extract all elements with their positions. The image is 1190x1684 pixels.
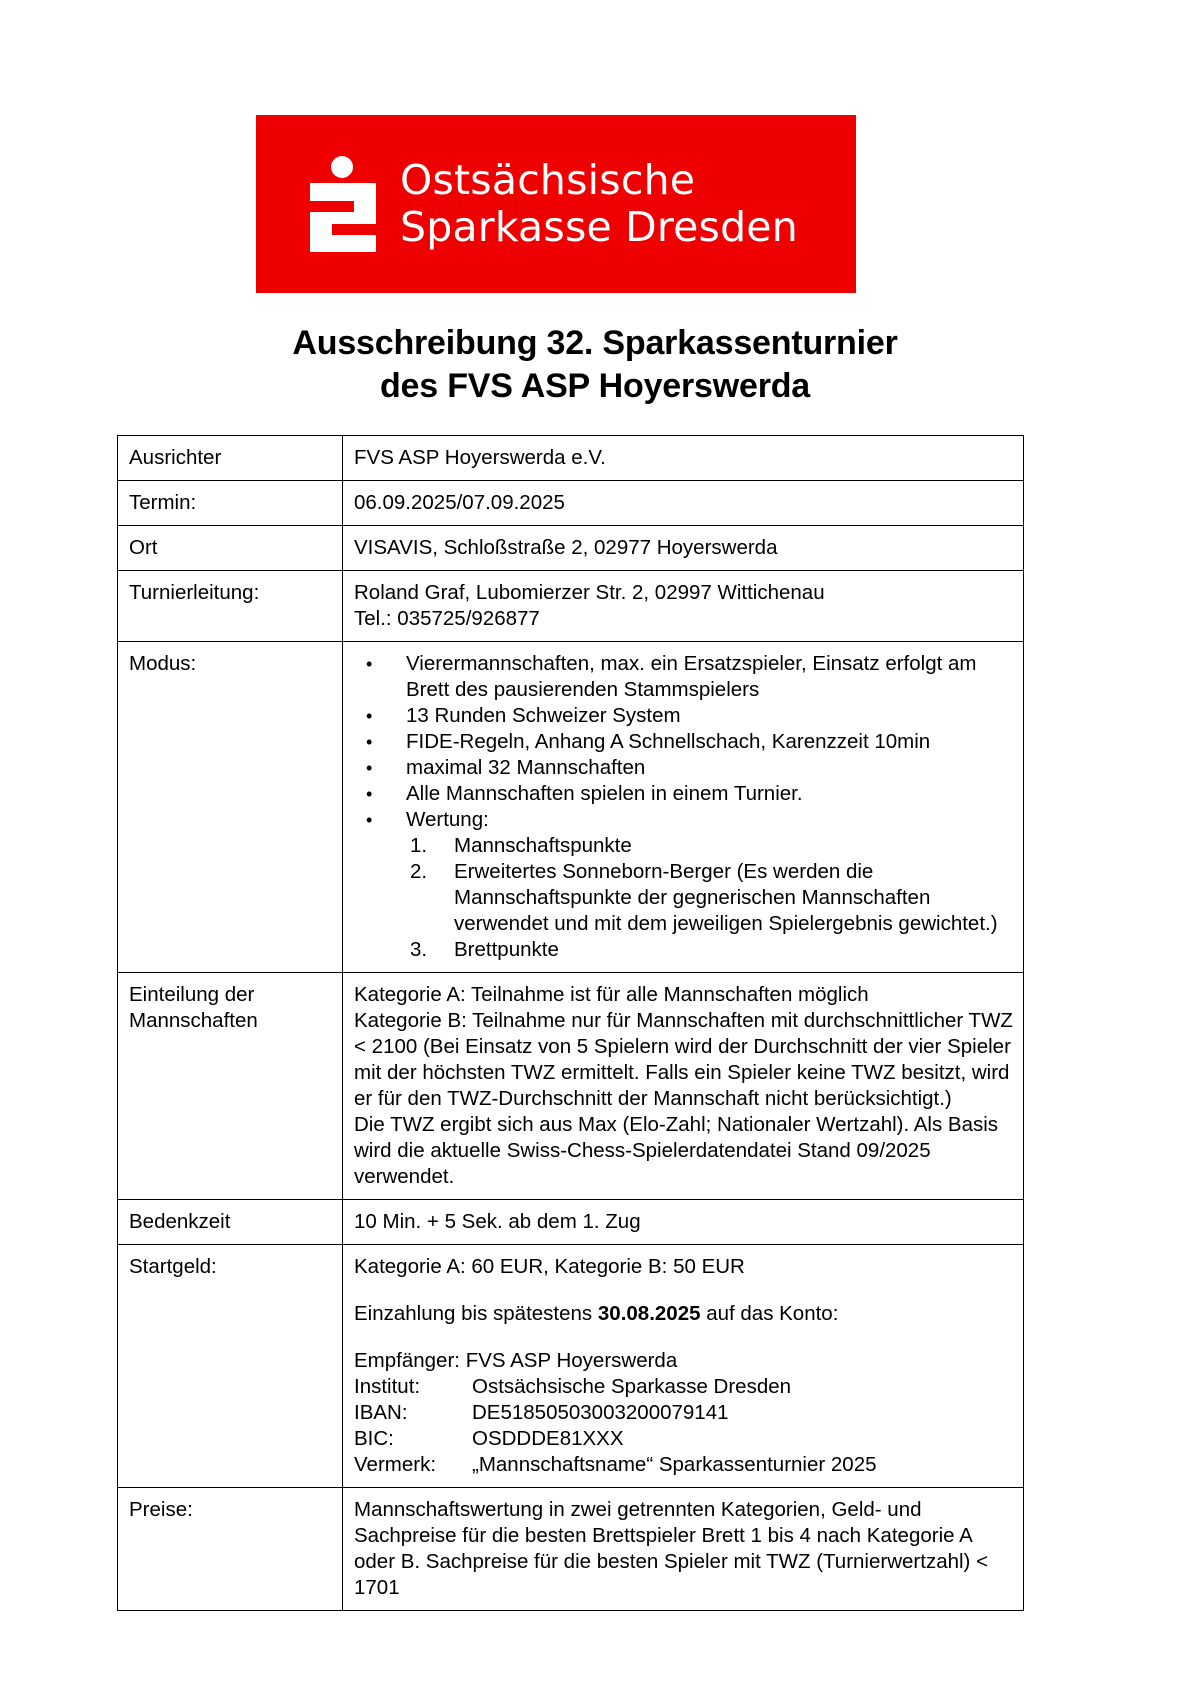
- table-row-einteilung: [118, 973, 1024, 1200]
- sparkasse-logo-banner: [256, 115, 856, 293]
- bank-name-line1: Ostsächsische: [400, 156, 696, 204]
- bank-bic-key: BIC:: [354, 1427, 394, 1450]
- deadline-date: 30.08.2025: [597, 1302, 701, 1325]
- wertung-item: Mannschaftspunkte: [454, 834, 632, 857]
- page-title-line2: des FVS ASP Hoyerswerda: [379, 367, 811, 405]
- startgeld-deadline: [354, 1301, 1013, 1327]
- bank-iban: [354, 1400, 1013, 1426]
- label-preise: Preise:: [118, 1488, 343, 1611]
- tournament-info-table: [117, 435, 1024, 1611]
- sparkasse-s-logo-icon: [310, 156, 376, 252]
- label-turnierleitung: Turnierleitung:: [118, 571, 343, 642]
- table-row-turnierleitung: [118, 571, 1024, 642]
- table-row-ort: [118, 526, 1024, 571]
- value-ort: VISAVIS, Schloßstraße 2, 02977 Hoyerswerda: [343, 526, 1024, 571]
- deadline-prefix: Einzahlung bis spätestens: [354, 1302, 598, 1325]
- bank-details: [354, 1348, 1013, 1478]
- value-einteilung: [343, 973, 1024, 1200]
- bank-vermerk-value: „Mannschaftsname“ Sparkassenturnier 2025: [472, 1453, 877, 1476]
- logo-cut-upper: [310, 201, 354, 212]
- wertung-item: Erweitertes Sonneborn-Berger (Es werden die Mannschaftspunkte der gegnerischen Mannschaften verwendet und mit dem jeweiligen Spielergebnis gewichtet.): [454, 860, 998, 935]
- label-bedenkzeit: Bedenkzeit: [118, 1200, 343, 1245]
- bank-vermerk: [354, 1452, 1013, 1478]
- bank-name-line2: Sparkasse Dresden: [400, 203, 798, 251]
- modus-bullet-item: • FIDE-Regeln, Anhang A Schnellschach, Karenzzeit 10min: [354, 729, 1013, 755]
- bank-bic-value: OSDDDE81XXX: [472, 1427, 624, 1450]
- einteilung-twz-basis: Die TWZ ergibt sich aus Max (Elo-Zahl; Nationaler Wertzahl). Als Basis wird die aktuelle Swiss-Chess-Spielerdatendatei Stand 09/2025 verwendet.: [354, 1113, 1004, 1188]
- startgeld-fees: Kategorie A: 60 EUR, Kategorie B: 50 EUR: [354, 1255, 745, 1278]
- modus-bullet-list: [354, 651, 1013, 833]
- table-row-bedenkzeit: [118, 1200, 1024, 1245]
- wertung-numbered-list: [406, 833, 1013, 963]
- wertung-sub-list-wrap: [354, 833, 1013, 963]
- bank-empfaenger-value: FVS ASP Hoyerswerda: [465, 1349, 678, 1372]
- value-termin: 06.09.2025/07.09.2025: [343, 481, 1024, 526]
- bank-institut-value: Ostsächsische Sparkasse Dresden: [472, 1375, 792, 1398]
- einteilung-kategorie-a: Kategorie A: Teilnahme ist für alle Mannschaften möglich: [354, 983, 869, 1006]
- logo-cut-lower: [332, 224, 376, 235]
- logo-content: [310, 156, 798, 252]
- label-ausrichter: Ausrichter: [118, 436, 343, 481]
- table-row-startgeld: [118, 1245, 1024, 1488]
- bank-institut-key: Institut:: [354, 1375, 421, 1398]
- table-row-modus: [118, 642, 1024, 973]
- bank-empfaenger-key: Empfänger:: [354, 1349, 460, 1372]
- value-preise: Mannschaftswertung in zwei getrennten Kategorien, Geld- und Sachpreise für die besten Brettspieler Brett 1 bis 4 nach Kategorie A oder B. Sachpreise für die besten Spieler mit TWZ (Turnierwertzahl) < 1701: [343, 1488, 1024, 1611]
- value-turnierleitung: [343, 571, 1024, 642]
- table-row-preise: [118, 1488, 1024, 1611]
- modus-bullet-item: • maximal 32 Mannschaften: [354, 755, 1013, 781]
- table-row-termin: [118, 481, 1024, 526]
- label-einteilung: [118, 973, 343, 1200]
- page-title: [0, 322, 1190, 408]
- turnierleitung-address: Roland Graf, Lubomierzer Str. 2, 02997 Wittichenau: [354, 581, 825, 604]
- turnierleitung-phone: Tel.: 035725/926877: [354, 607, 540, 630]
- bank-vermerk-key: Vermerk:: [354, 1453, 437, 1476]
- einteilung-kategorie-b: Kategorie B: Teilnahme nur für Mannschaften mit durchschnittlicher TWZ < 2100 (Bei Einsatz von 5 Spielern wird der Durchschnitt der vier Spieler mit der höchsten TWZ ermittelt. Falls ein Spieler keine TWZ besitzt, wird er für den TWZ-Durchschnitt der Mannschaft nicht berücksichtigt.): [354, 1009, 1019, 1110]
- bank-institut: [354, 1374, 1013, 1400]
- bank-empfaenger: [354, 1348, 1013, 1374]
- label-modus: Modus:: [118, 642, 343, 973]
- label-termin: Termin:: [118, 481, 343, 526]
- logo-dot: [331, 156, 353, 178]
- modus-bullet-item: • Alle Mannschaften spielen in einem Turnier.: [354, 781, 1013, 807]
- page-title-line1: Ausschreibung 32. Sparkassenturnier: [292, 324, 898, 362]
- modus-bullet-item: • 13 Runden Schweizer System: [354, 703, 1013, 729]
- wertung-item: Brettpunkte: [454, 938, 559, 961]
- modus-bullet-item: • Vierermannschaften, max. ein Ersatzspieler, Einsatz erfolgt am Brett des pausierenden Stammspielers: [354, 651, 1013, 703]
- value-bedenkzeit: 10 Min. + 5 Sek. ab dem 1. Zug: [343, 1200, 1024, 1245]
- label-startgeld: Startgeld:: [118, 1245, 343, 1488]
- modus-bullet-item: • Wertung:: [354, 807, 1013, 833]
- value-startgeld: [343, 1245, 1024, 1488]
- value-modus: [343, 642, 1024, 973]
- table-row-ausrichter: [118, 436, 1024, 481]
- value-ausrichter: FVS ASP Hoyerswerda e.V.: [343, 436, 1024, 481]
- logo-s-body: [310, 183, 376, 252]
- label-ort: Ort: [118, 526, 343, 571]
- label-einteilung-line1: Einteilung der: [129, 983, 255, 1006]
- bank-iban-value: DE51850503003200079141: [472, 1401, 729, 1424]
- bank-bic: [354, 1426, 1013, 1452]
- deadline-suffix: auf das Konto:: [700, 1302, 839, 1325]
- bank-iban-key: IBAN:: [354, 1401, 408, 1424]
- label-einteilung-line2: Mannschaften: [129, 1009, 258, 1032]
- bank-name: [400, 157, 798, 251]
